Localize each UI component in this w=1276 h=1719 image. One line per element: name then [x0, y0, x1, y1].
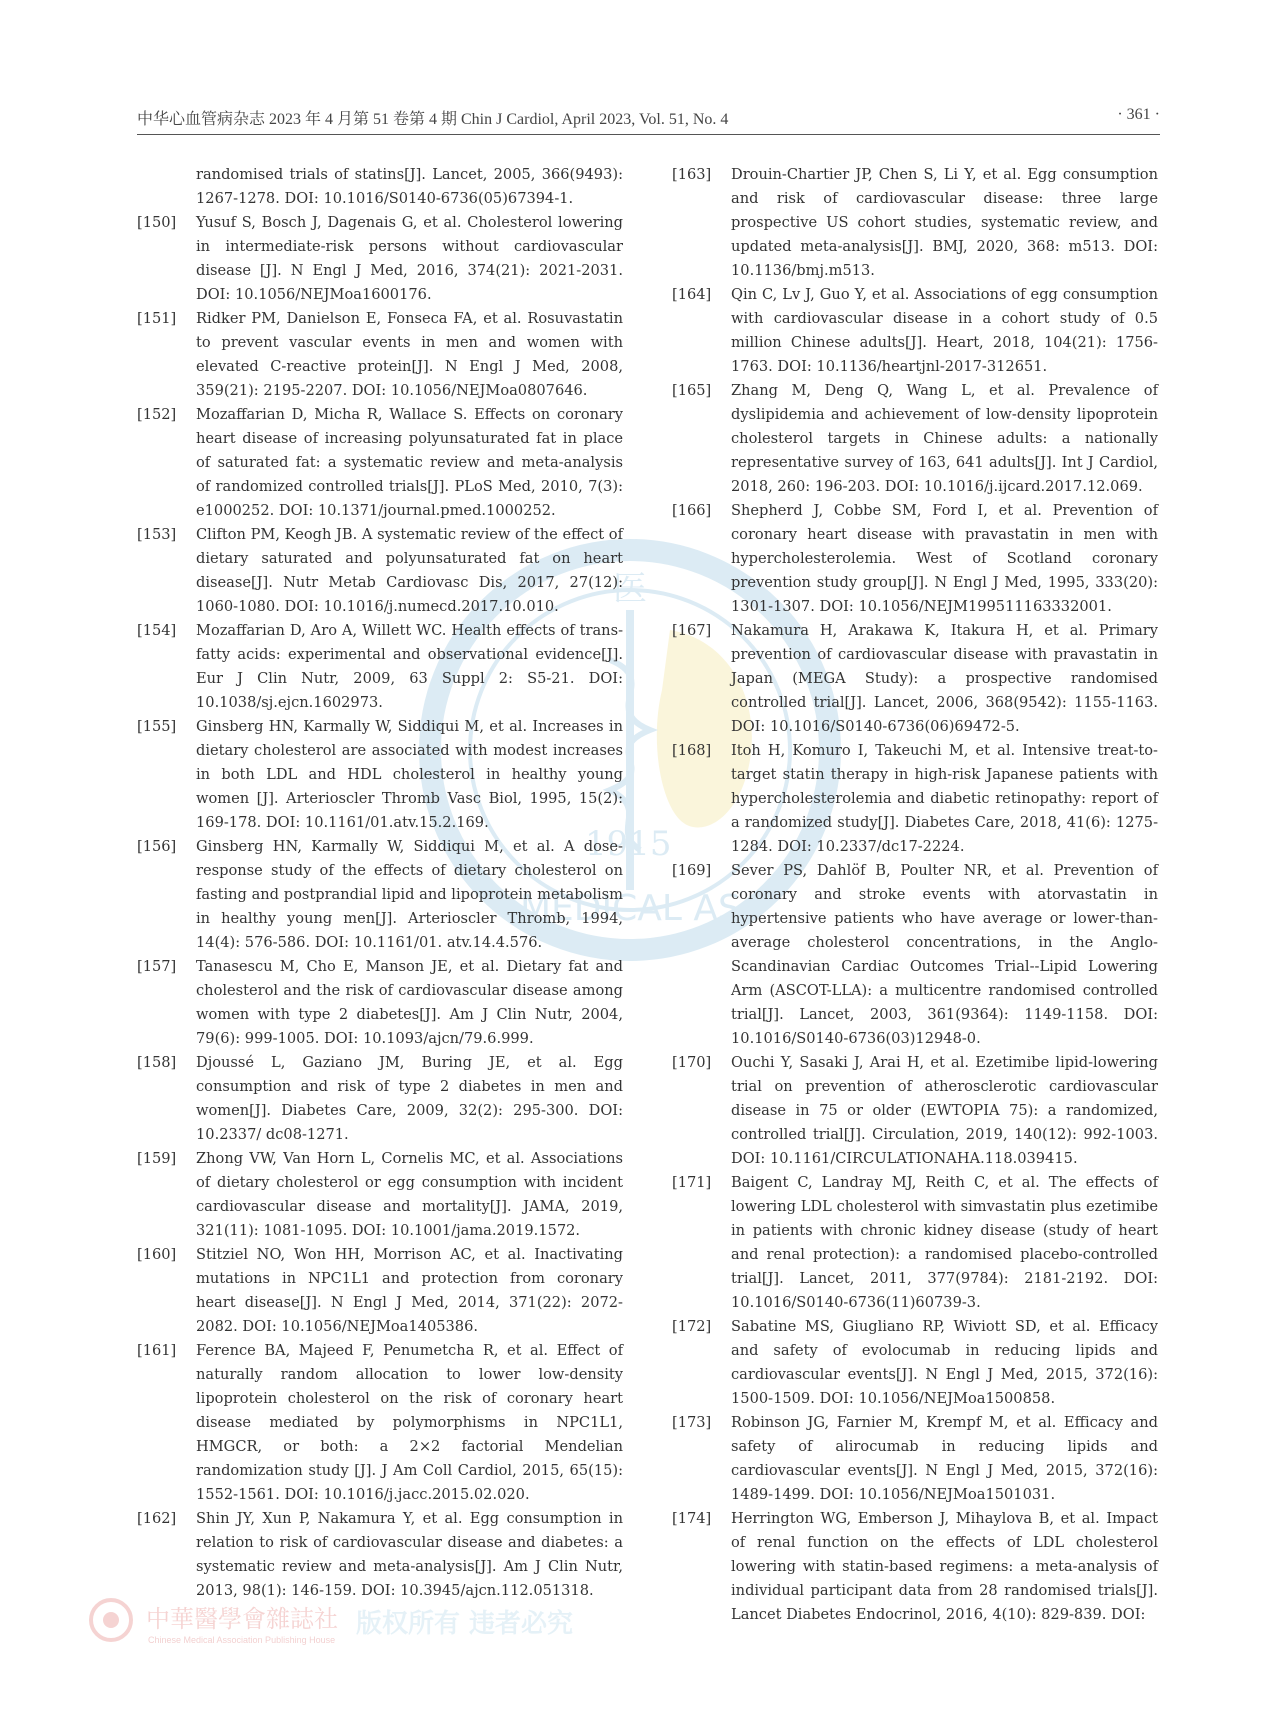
seal-character: 医	[613, 569, 647, 609]
page-number: · 361 ·	[1117, 106, 1160, 123]
reference-number: [152]	[137, 406, 177, 423]
reference-number: [164]	[672, 286, 712, 303]
reference-number: [172]	[672, 1318, 712, 1335]
reference-text: Ginsberg HN, Karmally W, Siddiqui M, et al. A dose-response study of the effects of dietary cholesterol on fasting and postprandial lipid and lipoprotein metabolism in healthy young men[J]. Arterioscler Thromb, 1994, 14(4): 576-586. DOI: 10.1161/01. atv.14.4.576.	[196, 838, 623, 951]
reference-text: Ridker PM, Danielson E, Fonseca FA, et al. Rosuvastatin to prevent vascular events in men and women with elevated C-reactive protein[J]. N Engl J Med, 2008, 359(21): 2195-2207. DOI: 10.1056/NEJMoa0807646.	[196, 310, 623, 399]
reference-text: Herrington WG, Emberson J, Mihaylova B, et al. Impact of renal function on the effects of LDL cholesterol lowering with statin-based regimens: a meta-analysis of individual participant data from 28 randomised trials[J]. Lancet Diabetes Endocrinol, 2016, 4(10): 829-839. DOI:	[731, 1510, 1158, 1623]
reference-number: [153]	[137, 526, 177, 543]
reference-entry	[672, 619, 1158, 739]
reference-text: Qin C, Lv J, Guo Y, et al. Associations of egg consumption with cardiovascular disease in a cohort study of 0.5 million Chinese adults[J]. Heart, 2018, 104(21): 1756-1763. DOI: 10.1136/heartjnl-2017-312651.	[731, 286, 1158, 375]
reference-entry	[137, 403, 623, 523]
reference-number	[137, 163, 196, 211]
reference-entry	[672, 859, 1158, 1051]
reference-text: Baigent C, Landray MJ, Reith C, et al. The effects of lowering LDL cholesterol with simvastatin plus ezetimibe in patients with chronic kidney disease (study of heart and renal protection): a randomised placebo-controlled trial[J]. Lancet, 2011, 377(9784): 2181-2192. DOI: 10.1016/S0140-6736(11)60739-3.	[731, 1174, 1158, 1311]
reference-number: [169]	[672, 862, 712, 879]
reference-text: Nakamura H, Arakawa K, Itakura H, et al. Primary prevention of cardiovascular disease with pravastatin in Japan (MEGA Study): a prospective randomised controlled trial[J]. Lancet, 2006, 368(9542): 1155-1163. DOI: 10.1016/S0140-6736(06)69472-5.	[731, 622, 1158, 735]
rights-notice: 版权所有 违者必究	[356, 1609, 574, 1639]
reference-text: Zhong VW, Van Horn L, Cornelis MC, et al. Associations of dietary cholesterol or egg consumption with incident cardiovascular disease and mortality[J]. JAMA, 2019, 321(11): 1081-1095. DOI: 10.1001/jama.2019.1572.	[196, 1150, 623, 1239]
reference-entry	[672, 1315, 1158, 1411]
reference-text: Stitziel NO, Won HH, Morrison AC, et al. Inactivating mutations in NPC1L1 and protection from coronary heart disease[J]. N Engl J Med, 2014, 371(22): 2072-2082. DOI: 10.1056/NEJMoa1405386.	[196, 1246, 623, 1335]
reference-number: [162]	[137, 1510, 177, 1527]
reference-number: [158]	[137, 1054, 177, 1071]
references-left-column	[137, 163, 623, 1603]
running-header	[137, 104, 1160, 135]
publisher-logo	[88, 1595, 608, 1655]
reference-text: Drouin-Chartier JP, Chen S, Li Y, et al. Egg consumption and risk of cardiovascular disease: three large prospective US cohort studies, systematic review, and updated meta-analysis[J]. BMJ, 2020, 368: m513. DOI: 10.1136/bmj.m513.	[731, 166, 1158, 279]
reference-number: [151]	[137, 310, 177, 327]
reference-entry	[672, 1051, 1158, 1171]
reference-text: Shepherd J, Cobbe SM, Ford I, et al. Prevention of coronary heart disease with pravastatin in men with hypercholesterolemia. West of Scotland coronary prevention study group[J]. N Engl J Med, 1995, 333(20): 1301-1307. DOI: 10.1056/NEJM199511163332001.	[731, 502, 1158, 615]
reference-number: [160]	[137, 1246, 177, 1263]
reference-number: [170]	[672, 1054, 712, 1071]
reference-text: Clifton PM, Keogh JB. A systematic review of the effect of dietary saturated and polyunsaturated fat on heart disease[J]. Nutr Metab Cardiovasc Dis, 2017, 27(12): 1060-1080. DOI: 10.1016/j.numecd.2017.10.010.	[196, 526, 623, 615]
reference-number: [165]	[672, 382, 712, 399]
reference-number: [174]	[672, 1510, 712, 1527]
reference-text: Tanasescu M, Cho E, Manson JE, et al. Dietary fat and cholesterol and the risk of cardiovascular disease among women with type 2 diabetes[J]. Am J Clin Nutr, 2004, 79(6): 999-1005. DOI: 10.1093/ajcn/79.6.999.	[196, 958, 623, 1047]
seal-arc-text: MEDICAL AS	[520, 888, 741, 929]
reference-entry	[137, 523, 623, 619]
reference-entry	[672, 379, 1158, 499]
reference-entry	[137, 211, 623, 307]
reference-number: [171]	[672, 1174, 712, 1191]
reference-text: Ouchi Y, Sasaki J, Arai H, et al. Ezetimibe lipid-lowering trial on prevention of atherosclerotic cardiovascular disease in 75 or older (EWTOPIA 75): a randomized, controlled trial[J]. Circulation, 2019, 140(12): 992-1003. DOI: 10.1161/CIRCULATIONAHA.118.039415.	[731, 1054, 1158, 1167]
reference-entry	[137, 1147, 623, 1243]
publisher-name-en: Chinese Medical Association Publishing House	[148, 1635, 336, 1645]
reference-entry	[137, 1243, 623, 1339]
reference-number: [155]	[137, 718, 177, 735]
reference-text: Djoussé L, Gaziano JM, Buring JE, et al. Egg consumption and risk of type 2 diabetes in men and women[J]. Diabetes Care, 2009, 32(2): 295-300. DOI: 10.2337/ dc08-1271.	[196, 1054, 623, 1143]
reference-entry	[137, 1507, 623, 1603]
reference-entry	[137, 307, 623, 403]
reference-entry	[672, 1171, 1158, 1315]
journal-header: 中华心血管病杂志 2023 年 4 月第 51 卷第 4 期 Chin J Cardiol, April 2023, Vol. 51, No. 4	[137, 111, 729, 128]
publisher-emblem-icon	[88, 1597, 134, 1643]
reference-text: Itoh H, Komuro I, Takeuchi M, et al. Intensive treat-to-target statin therapy in high-risk Japanese patients with hypercholesterolemia and diabetic retinopathy: report of a randomized study[J]. Diabetes Care, 2018, 41(6): 1275-1284. DOI: 10.2337/dc17-2224.	[731, 742, 1158, 855]
publisher-name-cn: 中華醫學會雜誌社	[146, 1605, 338, 1633]
reference-entry	[672, 283, 1158, 379]
reference-entry	[137, 955, 623, 1051]
reference-entry	[137, 163, 623, 211]
reference-number: [163]	[672, 166, 712, 183]
references-right-column	[672, 163, 1158, 1627]
reference-number: [156]	[137, 838, 177, 855]
reference-entry	[137, 1051, 623, 1147]
reference-text: Zhang M, Deng Q, Wang L, et al. Prevalence of dyslipidemia and achievement of low-density lipoprotein cholesterol targets in Chinese adults: a nationally representative survey of 163, 641 adults[J]. Int J Cardiol, 2018, 260: 196-203. DOI: 10.1016/j.ijcard.2017.12.069.	[731, 382, 1158, 495]
reference-number: [157]	[137, 958, 177, 975]
reference-text: randomised trials of statins[J]. Lancet, 2005, 366(9493): 1267-1278. DOI: 10.1016/S0140-6736(05)67394-1.	[196, 166, 623, 207]
reference-text: Mozaffarian D, Micha R, Wallace S. Effects on coronary heart disease of increasing polyunsaturated fat in place of saturated fat: a systematic review and meta-analysis of randomized controlled trials[J]. PLoS Med, 2010, 7(3): e1000252. DOI: 10.1371/journal.pmed.1000252.	[196, 406, 623, 519]
reference-number: [167]	[672, 622, 712, 639]
reference-text: Ginsberg HN, Karmally W, Siddiqui M, et al. Increases in dietary cholesterol are associated with modest increases in both LDL and HDL cholesterol in healthy young women [J]. Arterioscler Thromb Vasc Biol, 1995, 15(2): 169-178. DOI: 10.1161/01.atv.15.2.169.	[196, 718, 623, 831]
reference-number: [154]	[137, 622, 177, 639]
reference-number: [159]	[137, 1150, 177, 1167]
reference-text: Shin JY, Xun P, Nakamura Y, et al. Egg consumption in relation to risk of cardiovascular disease and diabetes: a systematic review and meta-analysis[J]. Am J Clin Nutr, 2013, 98(1): 146-159. DOI: 10.3945/ajcn.112.051318.	[196, 1510, 623, 1599]
reference-entry	[672, 499, 1158, 619]
reference-text: Ference BA, Majeed F, Penumetcha R, et al. Effect of naturally random allocation to lower low-density lipoprotein cholesterol on the risk of coronary heart disease mediated by polymorphisms in NPC1L1, HMGCR, or both: a 2×2 factorial Mendelian randomization study [J]. J Am Coll Cardiol, 2015, 65(15): 1552-1561. DOI: 10.1016/j.jacc.2015.02.020.	[196, 1342, 623, 1503]
reference-entry	[137, 715, 623, 835]
reference-text: Sever PS, Dahlöf B, Poulter NR, et al. Prevention of coronary and stroke events with atorvastatin in hypertensive patients who have average or lower-than-average cholesterol concentrations, in the Anglo-Scandinavian Cardiac Outcomes Trial--Lipid Lowering Arm (ASCOT-LLA): a multicentre randomised controlled trial[J]. Lancet, 2003, 361(9364): 1149-1158. DOI: 10.1016/S0140-6736(03)12948-0.	[731, 862, 1158, 1047]
reference-number: [168]	[672, 742, 712, 759]
reference-text: Yusuf S, Bosch J, Dagenais G, et al. Cholesterol lowering in intermediate-risk persons without cardiovascular disease [J]. N Engl J Med, 2016, 374(21): 2021-2031. DOI: 10.1056/NEJMoa1600176.	[196, 214, 623, 303]
reference-number: [150]	[137, 214, 177, 231]
reference-text: Sabatine MS, Giugliano RP, Wiviott SD, et al. Efficacy and safety of evolocumab in reducing lipids and cardiovascular events[J]. N Engl J Med, 2015, 372(16): 1500-1509. DOI: 10.1056/NEJMoa1500858.	[731, 1318, 1158, 1407]
seal-year: 1915	[585, 824, 672, 864]
reference-entry	[672, 163, 1158, 283]
reference-entry	[672, 1507, 1158, 1627]
reference-text: Robinson JG, Farnier M, Krempf M, et al. Efficacy and safety of alirocumab in reducing lipids and cardiovascular events[J]. N Engl J Med, 2015, 372(16): 1489-1499. DOI: 10.1056/NEJMoa1501031.	[731, 1414, 1158, 1503]
reference-number: [166]	[672, 502, 712, 519]
reference-entry	[137, 835, 623, 955]
reference-entry	[137, 1339, 623, 1507]
reference-entry	[672, 1411, 1158, 1507]
reference-number: [161]	[137, 1342, 177, 1359]
reference-number: [173]	[672, 1414, 712, 1431]
reference-entry	[672, 739, 1158, 859]
reference-text: Mozaffarian D, Aro A, Willett WC. Health effects of trans-fatty acids: experimental and observational evidence[J]. Eur J Clin Nutr, 2009, 63 Suppl 2: S5-21. DOI: 10.1038/sj.ejcn.1602973.	[196, 622, 623, 711]
reference-entry	[137, 619, 623, 715]
